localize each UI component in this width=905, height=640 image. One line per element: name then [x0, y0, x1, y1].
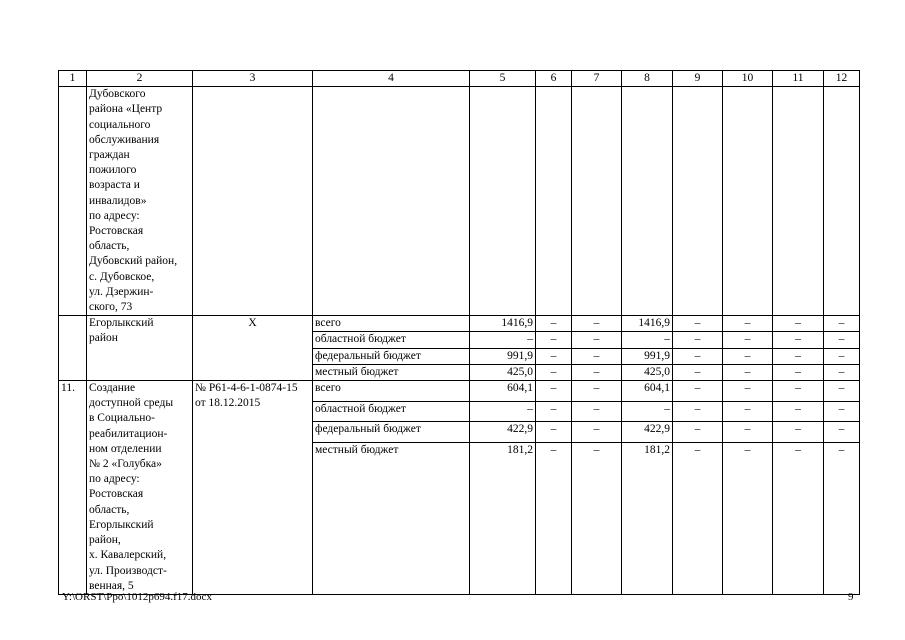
col-header: 9	[673, 71, 723, 87]
col-header: 12	[824, 71, 860, 87]
empty-cell	[824, 87, 860, 316]
empty-cell	[723, 87, 773, 316]
description-line: Егорлыкский	[89, 317, 154, 330]
value-cell-c5: 1416,9	[470, 316, 536, 332]
table-row	[59, 87, 860, 316]
col-header: 8	[622, 71, 673, 87]
empty-cell	[470, 87, 536, 316]
budget-label: местный бюджет	[313, 364, 470, 380]
value-cell-c7: –	[572, 348, 622, 364]
value-cell-c8: 181,2	[622, 442, 673, 594]
value-cell-c8: 1416,9	[622, 316, 673, 332]
description-line: пожилого	[89, 164, 137, 177]
value-cell-c12: –	[824, 348, 860, 364]
value-cell-c10: –	[723, 422, 773, 443]
value-cell-c7: –	[572, 381, 622, 402]
item-description	[87, 87, 193, 316]
value-cell-c10: –	[723, 381, 773, 402]
value-cell-c10: –	[723, 364, 773, 380]
empty-cell	[673, 87, 723, 316]
description-line: венная, 5	[89, 579, 134, 592]
value-cell-c11: –	[773, 316, 824, 332]
description-line: район	[89, 332, 118, 345]
value-cell-c8: –	[622, 401, 673, 422]
description-line: в Социально-	[89, 412, 155, 425]
description-line: реабилитацион-	[89, 427, 168, 440]
value-cell-c11: –	[773, 401, 824, 422]
col-header: 1	[59, 71, 87, 87]
value-cell-c10: –	[723, 442, 773, 594]
value-cell-c7: –	[572, 401, 622, 422]
value-cell-c9: –	[673, 332, 723, 348]
description-line: область,	[89, 240, 130, 253]
value-cell-c10: –	[723, 401, 773, 422]
value-cell-c11: –	[773, 348, 824, 364]
col-header: 5	[470, 71, 536, 87]
value-cell-c8: 422,9	[622, 422, 673, 443]
budget-label: федеральный бюджет	[313, 422, 470, 443]
value-cell-c9: –	[673, 442, 723, 594]
budget-label: областной бюджет	[313, 401, 470, 422]
value-cell-c11: –	[773, 332, 824, 348]
value-cell-c11: –	[773, 422, 824, 443]
description-line: обслуживания	[89, 133, 160, 146]
description-line: инвалидов»	[89, 194, 147, 207]
empty-cell	[622, 87, 673, 316]
description-line: социального	[89, 118, 151, 131]
budget-label: всего	[313, 316, 470, 332]
value-cell-c6: –	[536, 316, 572, 332]
value-cell-c5: 422,9	[470, 422, 536, 443]
description-line: Дубовского	[89, 88, 146, 101]
value-cell-c7: –	[572, 442, 622, 594]
item-number	[59, 87, 87, 316]
table-row	[59, 381, 860, 402]
value-cell-c9: –	[673, 364, 723, 380]
description-line: Егорлыкский	[89, 518, 154, 531]
description-line: № 2 «Голубка»	[89, 458, 162, 471]
value-cell-c5: 181,2	[470, 442, 536, 594]
file-path: Y:\ORST\Ppo\1012p694.f17.docx	[62, 591, 212, 603]
budget-label: федеральный бюджет	[313, 348, 470, 364]
value-cell-c6: –	[536, 442, 572, 594]
budget-label: областной бюджет	[313, 332, 470, 348]
value-cell-c6: –	[536, 364, 572, 380]
budget-label: местный бюджет	[313, 442, 470, 594]
value-cell-c6: –	[536, 348, 572, 364]
budget-label: всего	[313, 381, 470, 402]
empty-cell	[313, 87, 470, 316]
col-header: 4	[313, 71, 470, 87]
description-line: Ростовская	[89, 225, 144, 238]
col-header: 11	[773, 71, 824, 87]
col-header: 2	[87, 71, 193, 87]
value-cell-c5: –	[470, 401, 536, 422]
col-header: 3	[193, 71, 313, 87]
value-cell-c7: –	[572, 364, 622, 380]
value-cell-c11: –	[773, 381, 824, 402]
description-line: ул. Дзержин-	[89, 285, 154, 298]
value-cell-c9: –	[673, 401, 723, 422]
value-cell-c9: –	[673, 422, 723, 443]
budget-table	[58, 70, 860, 595]
description-line: район,	[89, 534, 121, 547]
value-cell-c10: –	[723, 316, 773, 332]
description-line: ном отделении	[89, 442, 162, 455]
description-line: Дубовский район,	[89, 255, 178, 268]
value-cell-c9: –	[673, 381, 723, 402]
value-cell-c12: –	[824, 332, 860, 348]
description-line: района «Центр	[89, 103, 163, 116]
item-number	[59, 316, 87, 381]
value-cell-c12: –	[824, 422, 860, 443]
value-cell-c10: –	[723, 348, 773, 364]
value-cell-c5: 991,9	[470, 348, 536, 364]
value-cell-c12: –	[824, 381, 860, 402]
value-cell-c9: –	[673, 348, 723, 364]
value-cell-c8: 604,1	[622, 381, 673, 402]
col-header: 10	[723, 71, 773, 87]
item-number: 11.	[59, 381, 87, 595]
value-cell-c8: 425,0	[622, 364, 673, 380]
value-cell-c8: 991,9	[622, 348, 673, 364]
document-reference	[193, 87, 313, 316]
description-line: возраста и	[89, 179, 140, 192]
description-line: х. Кавалерский,	[89, 549, 167, 562]
description-line: доступной среды	[89, 397, 174, 410]
description-line: с. Дубовское,	[89, 270, 155, 283]
description-line: по адресу:	[89, 209, 140, 222]
description-line: ул. Производст-	[89, 564, 167, 577]
description-line: область,	[89, 503, 130, 516]
col-header: 6	[536, 71, 572, 87]
value-cell-c12: –	[824, 364, 860, 380]
empty-cell	[536, 87, 572, 316]
value-cell-c6: –	[536, 422, 572, 443]
value-cell-c12: –	[824, 401, 860, 422]
col-header: 7	[572, 71, 622, 87]
empty-cell	[773, 87, 824, 316]
description-line: Создание	[89, 382, 136, 395]
page-number: 9	[848, 591, 854, 603]
item-description	[87, 316, 193, 381]
value-cell-c8: –	[622, 332, 673, 348]
value-cell-c6: –	[536, 401, 572, 422]
header-row	[59, 71, 860, 87]
value-cell-c7: –	[572, 316, 622, 332]
description-line: граждан	[89, 149, 130, 162]
description-line: ского, 73	[89, 301, 133, 314]
value-cell-c6: –	[536, 381, 572, 402]
value-cell-c9: –	[673, 316, 723, 332]
document-reference: № Р61-4-6-1-0874-15 от 18.12.2015	[193, 381, 313, 595]
item-description	[87, 381, 193, 595]
value-cell-c12: –	[824, 442, 860, 594]
value-cell-c6: –	[536, 332, 572, 348]
value-cell-c12: –	[824, 316, 860, 332]
value-cell-c5: 604,1	[470, 381, 536, 402]
document-reference: Х	[193, 316, 313, 381]
value-cell-c11: –	[773, 442, 824, 594]
value-cell-c5: 425,0	[470, 364, 536, 380]
empty-cell	[572, 87, 622, 316]
value-cell-c5: –	[470, 332, 536, 348]
description-line: по адресу:	[89, 473, 140, 486]
value-cell-c11: –	[773, 364, 824, 380]
description-line: Ростовская	[89, 488, 144, 501]
table-row	[59, 316, 860, 332]
value-cell-c7: –	[572, 422, 622, 443]
value-cell-c10: –	[723, 332, 773, 348]
value-cell-c7: –	[572, 332, 622, 348]
